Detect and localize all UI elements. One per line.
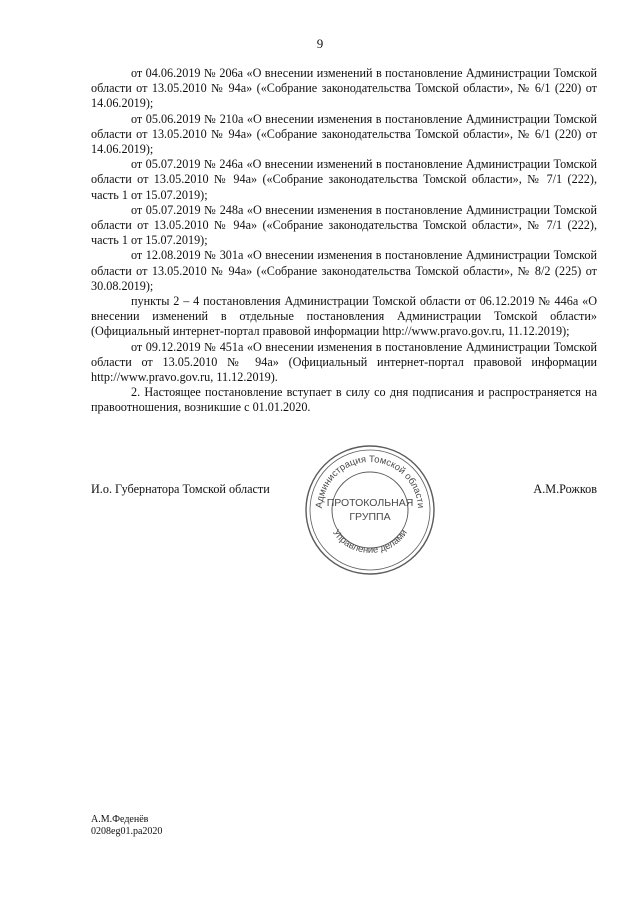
stamp-center-line1: ПРОТОКОЛЬНАЯ	[326, 497, 414, 509]
paragraph: от 12.08.2019 № 301а «О внесении изменения в постановление Администрации Томской области от 13.05.2010 № 94а» («Собрание законодательства Томской области», № 8/2 (225) от 30.08.2019);	[91, 248, 597, 293]
paragraph: 2. Настоящее постановление вступает в силу со дня подписания и распространяется на правоотношения, возникшие с 01.01.2020.	[91, 385, 597, 415]
footer	[91, 814, 162, 838]
footer-author: А.М.Феденёв	[91, 814, 149, 825]
paragraph: пункты 2 – 4 постановления Администрации Томской области от 06.12.2019 № 446а «О внесении изменений в отдельные постановления Администрации Томской области» (Официальный интернет-портал правовой информации http://www.pravo.gov.ru, 11.12.2019);	[91, 294, 597, 339]
stamp-bottom-text-path: Управление делами	[330, 527, 410, 556]
paragraph: от 05.07.2019 № 246а «О внесении изменений в постановление Администрации Томской области от 13.05.2010 № 94а» («Собрание законодательства Томской области», № 7/1 (222), часть 1 от 15.07.2019);	[91, 157, 597, 202]
stamp-outer-text-path: Администрация Томской области	[313, 453, 427, 509]
footer-code: 0208eg01.pa2020	[91, 826, 163, 837]
paragraph: от 05.07.2019 № 248а «О внесении изменения в постановление Администрации Томской области от 13.05.2010 № 94а» («Собрание законодательства Томской области», № 7/1 (222), часть 1 от 15.07.2019);	[91, 202, 597, 248]
paragraph: от 04.06.2019 № 206а «О внесении изменений в постановление Администрации Томской области от 13.05.2010 № 94а» («Собрание законодательства Томской области», № 6/1 (220) от 14.06.2019);	[91, 66, 597, 111]
paragraph: от 05.06.2019 № 210а «О внесении изменения в постановление Администрации Томской области от 13.05.2010 № 94а» («Собрание законодательства Томской области», № 6/1 (220) от 14.06.2019);	[91, 111, 597, 157]
signer-position: И.о. Губернатора Томской области	[91, 482, 270, 496]
paragraph: от 09.12.2019 № 451а «О внесении изменения в постановление Администрации Томской области от 13.05.2010 № 94а» (Официальный интернет-портал правовой информации http://www.pravo.gov.ru, 11.12.2019).	[91, 339, 597, 385]
page-number: 9	[316, 36, 324, 51]
stamp-center-line2: ГРУППА	[349, 511, 391, 523]
stamp-bottom-text	[330, 528, 410, 556]
signer-name: А.М.Рожков	[533, 482, 597, 496]
official-stamp	[300, 440, 440, 580]
document-body	[91, 66, 597, 416]
